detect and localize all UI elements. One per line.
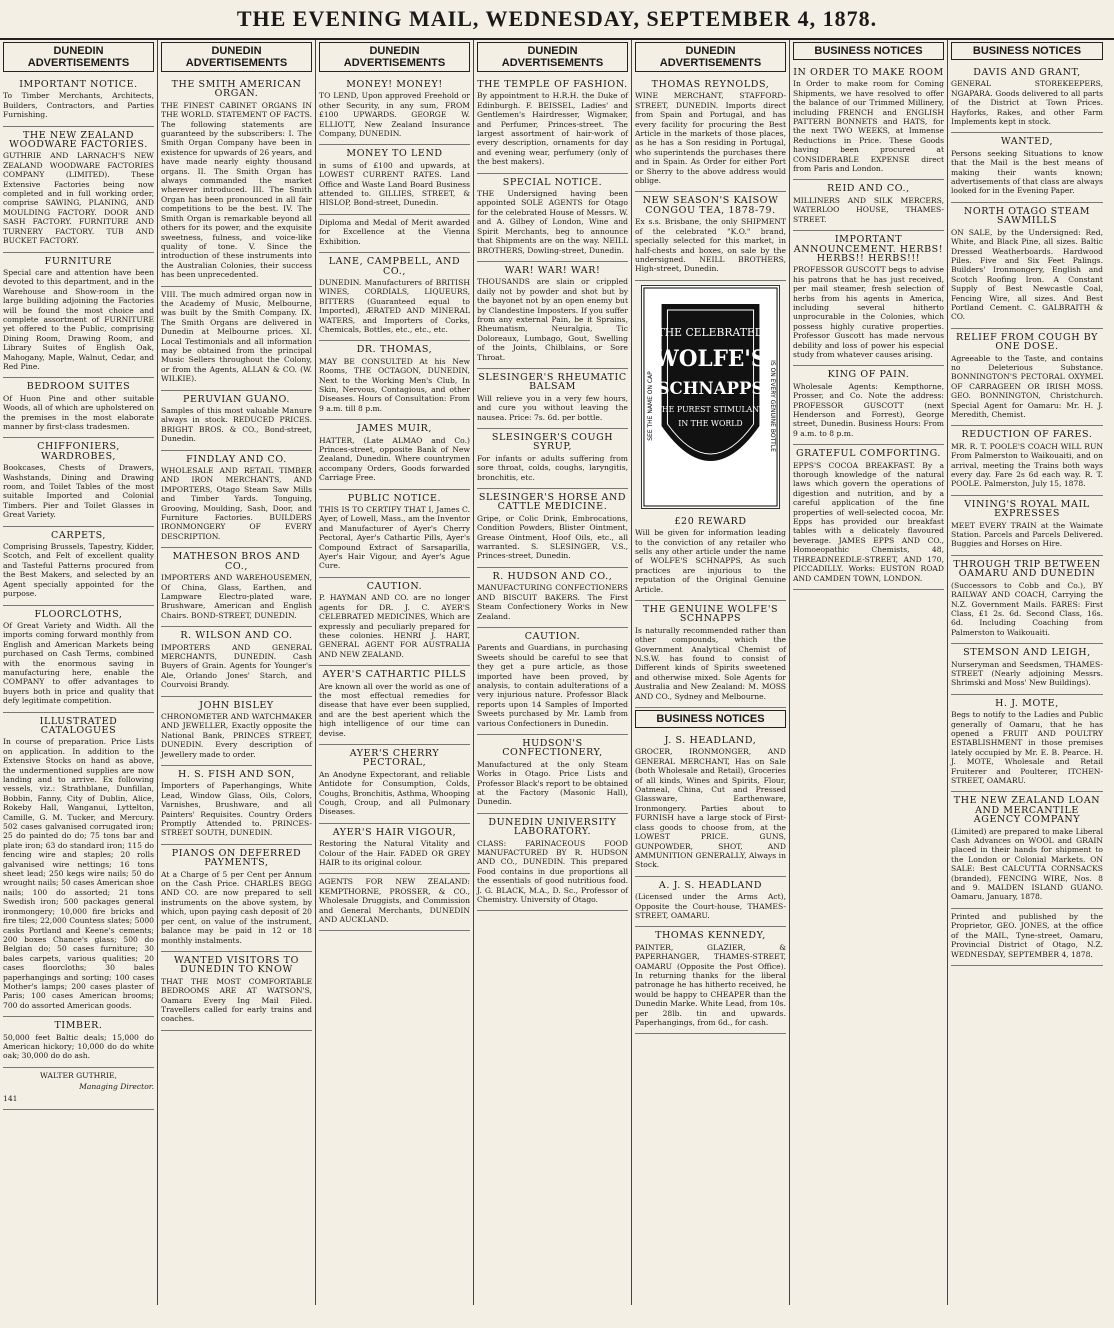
- imprint: [951, 909, 1103, 966]
- ad-title: AYER'S HAIR VIGOUR,: [332, 826, 457, 838]
- ad-title: SLESINGER'S COUGH SYRUP,: [491, 432, 614, 453]
- advertisement: [635, 513, 786, 601]
- ad-body: Nurseryman and Seedsmen, THAMES-STREET (Nearly adjoining Messrs. Shrimski and Moss' New Buildings).: [951, 659, 1103, 688]
- ad-title: DUNEDIN UNIVERSITY LABORATORY.: [488, 816, 617, 838]
- advertisement: [793, 366, 944, 445]
- ad-body: (Limited) are prepared to make Liberal Cash Advances on WOOL and GRAIN placed in their hands for shipment to the London or Colonial Markets. ON SALE: Best CALCUTTA CORNSACKS (branded), FENCING WIRE, Nos. 8 and 9. MALDEN ISLAND GUANO. Oamaru, January, 1878.: [951, 826, 1103, 902]
- ad-title: MONEY TO LEND: [346, 148, 443, 160]
- ad-body: VIII. The much admired organ now in the Academy of Music, Melbourne, was built by the Smith Company. IX. The Smith Organs are delivered in Dunedin at Melbourne prices. XI. Local Testimonials and all information may be obtained from the principal Music Sellers throughout the Colony, or from the Agents, ALLAN & CO. (W. WILKIE).: [161, 289, 312, 384]
- ad-title: CAUTION.: [366, 580, 423, 592]
- ad-body: WHOLESALE AND RETAIL TIMBER AND IRON MERCHANTS, AND IMPORTERS, Otago Steam Saw Mills and Timber Yards. Tonguing, Grooving, Moulding, Sash, Door, and Furniture Factories. BUILDERS IRONMONGERY OF EVERY DESCRIPTION.: [161, 466, 312, 541]
- advertisement: [3, 527, 154, 606]
- ad-body: (Successors to Cobb and Co.), BY RAILWAY AND COACH, Carrying the N.Z. Government Mails. FARES: First Class, £1 2s. 6d. Second Class, 16s. 6d. Including Coaching from Palmerston to Waikouaiti.: [951, 580, 1103, 637]
- advertisement: [3, 438, 154, 526]
- advertisement: [319, 76, 470, 145]
- advertisement: [477, 174, 628, 262]
- ad-title: NORTH OTAGO STEAM SAWMILLS: [963, 205, 1091, 227]
- ad-body: Is naturally recommended rather than other compounds, which the Government Analytical Chemist of N.S.W. has found to consist of Different kinds of Spirits sweetened and otherwise mixed. Sole Agents for Australia and New Zealand: M. MOSS AND CO., Sydney and Melbourne.: [635, 625, 786, 701]
- ad-body: An Anodyne Expectorant, and reliable Antidote for Consumption, Colds, Coughs, Bronchitis, Asthma, Whooping Cough, Croup, and all Pulmonary Diseases.: [319, 769, 470, 817]
- ad-body: Restoring the Natural Vitality and Colour of the Hair. FADED OR GREY HAIR to its original colour.: [319, 839, 470, 868]
- ad-body: Diploma and Medal of Merit awarded for Excellence at the Vienna Exhibition.: [319, 217, 470, 246]
- advertisement: [319, 490, 470, 578]
- ad-title: ILLUSTRATED CATALOGUES: [39, 715, 118, 736]
- advertisement: [951, 329, 1103, 427]
- ad-body: PROFESSOR GUSCOTT begs to advise his patrons that he has just received, per mail steamer, fresh selection of herbs from his agents in America, including several hitherto unprocurable in the Colonies, which possess highly curative properties. Professor Guscott has made nervous debility and loss of power his especial study from whatever causes arising.: [793, 265, 944, 359]
- advertisement: [319, 215, 470, 253]
- ad-body: Samples of this most valuable Manure always in stock. REDUCED PRICES. BRIGHT BROS. & CO., Bond-street, Dunedin.: [161, 406, 312, 444]
- ad-body: In course of preparation. Price Lists on application. In addition to the Extensive Stocks on hand as above, the undermentioned supplies are now landing and to arrive. Ex following vessels, viz.: Strathblane, Dunfillan, Bobbin, Fanny, City of Dublin, Alice, Rokeby Hall, Wanganui, Lyttelton, Camille, G. M. Tucker, and Mercury. 502 cases galvanised corrugated iron; 25 do painted do do; 75 tons bar and plate iron; 63 do standard iron; 115 do fencing wire and staples; 20 rolls galvanised wire nettings; 16 tons sheet lead; 250 kegs wire nails; 50 do wrought nails; 50 cases American shoe nails; 100 do assorted; 21 tons Swedish iron; 500 packages general ironmongery; 10,000 fire bricks and fire tiles; 22,000 Countess slates; 5000 casks Portland and Keene's cements; 200 boxes Chance's glass; 500 do Belgian do; 50 cases furniture; 30 bales carpets, various qualities; 20 cases floorcloths; 30 bales paperhangings and sorting; 100 cases Mother's lamps; 200 cases plaster of Paris; 100 cases American brooms; 700 do assorted American goods.: [3, 737, 154, 1010]
- signoff-number: 141: [3, 1093, 18, 1103]
- advertisement: [161, 627, 312, 696]
- ad-title: CAUTION.: [524, 630, 581, 642]
- advertisement: [951, 203, 1103, 329]
- ad-body: IMPORTERS AND GENERAL MERCHANTS, DUNEDIN. Cash Buyers of Grain. Agents for Younger's Ale, Orlando Jones' Starch, and Courvoisi Brandy.: [161, 642, 312, 690]
- label-line-4: THE PUREST STIMULANT: [656, 404, 765, 414]
- advertisement: [319, 824, 470, 875]
- ad-title: SPECIAL NOTICE.: [502, 176, 603, 188]
- advertisement: [951, 792, 1103, 908]
- ad-body: THIS IS TO CERTIFY THAT I, James C. Ayer, of Lowell, Mass., am the Inventor and Manufacturer of Ayer's Cherry Pectoral, Ayer's Cathartic Pills, Ayer's Compound Extract of Sarsaparilla, Ayer's Hair Vigour, and Ayer's Ague Cure.: [319, 505, 470, 571]
- ad-body: THOUSANDS are slain or crippled daily not by powder and shot but by the bayonet not by an open enemy but by Clandestine Imposters. If you suffer from any external Pain, be it Sprains, Rheumatism, Neuralgia, Tic Doloreaux, Lumbago, Gout, Swelling of the Joints, Chilblains, or Sore Throat.: [477, 277, 628, 362]
- ad-title: FINDLAY AND CO.: [186, 453, 287, 465]
- advertisement: [161, 391, 312, 451]
- advertisement: [793, 64, 944, 180]
- advertisement: [3, 253, 154, 379]
- ad-body: THAT THE MOST COMFORTABLE BEDROOMS ARE AT WATSON'S, Oamaru Every Ing Mail Filed. Travellers called for early trains and coaches.: [161, 976, 312, 1024]
- ad-body: CHRONOMETER AND WATCHMAKER AND JEWELLER, Exactly opposite the National Bank, PRINCES STREET, DUNEDIN. Every description of Jewellery made to order.: [161, 711, 312, 759]
- schnapps-shield-graphic: [642, 286, 779, 508]
- column-6: [790, 40, 948, 1305]
- ad-title: REDUCTION OF FARES.: [961, 429, 1093, 441]
- column-heading: DUNEDIN ADVERTISEMENTS: [319, 42, 470, 72]
- advertisement: [951, 556, 1103, 644]
- ad-body: By appointment to H.R.H. the Duke of Edinburgh. F. BEISSEL, Ladies' and Gentlemen's Hairdresser, Wigmaker, and Perfumer, Princes-street. The largest assortment of hair-work of every description, ornaments for day and evening wear, perfumery (only of the best makers).: [477, 91, 628, 167]
- ad-body: HATTER, (Late ALMAO and Co.) Princes-street, opposite Bank of New Zealand, Dunedin. Where countrymen accompany Orders, Goods forwarded Carriage Free.: [319, 435, 470, 483]
- ad-title: LANE, CAMPBELL, AND CO.,: [328, 256, 461, 277]
- ad-body: MR. R. T. POOLE'S COACH WILL RUN From Palmerston to Waikouaiti, and on arrival, meeting the Trains both ways every day. Fare 2s 6d each way. R. T. POOLE. Palmerston, July 15, 1878.: [951, 441, 1103, 489]
- ad-body: Parents and Guardians, in purchasing Sweets should be careful to see that they get a pure article, as those imported have been proved, by analysis, to contain adulterations of a very injurious nature. Professor Black reports upon 14 Samples of Imported Sweets purchased by Mr. Lamb from various Confectioners in Dunedin.: [477, 643, 628, 728]
- ad-body: Bookcases, Chests of Drawers, Washstands, Dining and Drawing room, and Toilet Tables of the most suitable Imported and Colonial Timbers. Pier and Toilet Glasses in Great Variety.: [3, 463, 154, 520]
- advertisement: [319, 253, 470, 341]
- ad-body: CLASS: FARINACEOUS FOOD MANUFACTURED BY R. HUDSON AND CO., DUNEDIN. This prepared Food contains in due proportions all the essentials of good nutritious food. J. G. BLACK, M.A., D. Sc., Professor of Chemistry. University of Otago.: [477, 838, 628, 905]
- ad-body: To Timber Merchants, Architects, Builders, Contractors, and Parties Furnishing.: [3, 91, 154, 120]
- ad-title: AYER'S CHERRY PECTORAL,: [349, 747, 440, 769]
- ad-title: R. WILSON AND CO.: [180, 630, 293, 642]
- advertisement: [319, 145, 470, 214]
- ad-list: [635, 732, 786, 1034]
- advertisement: [161, 287, 312, 391]
- advertisement: [635, 732, 786, 877]
- ad-title: WAR! WAR! WAR!: [504, 264, 601, 276]
- ad-title: THOMAS KENNEDY,: [655, 930, 766, 942]
- ad-title: THE GENUINE WOLFE'S SCHNAPPS: [642, 603, 779, 625]
- advertisement: [477, 76, 628, 174]
- ad-body: WINE MERCHANT, STAFFORD-STREET, DUNEDIN. Imports direct from Spain and Portugal, and has every facility for procuring the Best Article in the markets of those places, as he has a Son residing in Portugal, who superintends the purchases there and in Spain. As Order for either Port or Sherry to the above address would oblige.: [635, 91, 786, 186]
- advertisement: [3, 606, 154, 713]
- label-line-1: THE CELEBRATED: [657, 325, 764, 339]
- ad-list: [793, 64, 944, 590]
- ad-list: [161, 76, 312, 1031]
- advertisement: [477, 489, 628, 568]
- advertisement: [319, 578, 470, 666]
- ad-body: DUNEDIN. Manufacturers of BRITISH WINES, CORDIALS, LIQUEURS, BITTERS (Guaranteed equal to Imported), ÆRATED AND MINERAL WATERS, and Importers of Corks, Chemicals, Bottles, etc., etc., etc.: [319, 277, 470, 334]
- advertisement: [161, 845, 312, 952]
- ad-title: AYER'S CATHARTIC PILLS: [322, 669, 467, 681]
- advertisement: [477, 568, 628, 628]
- signoff-role: Managing Director.: [79, 1082, 154, 1092]
- advertisement: [477, 628, 628, 735]
- ad-body: PAINTER, GLAZIER, & PAPERHANGER, THAMES-STREET, OAMARU (Opposite the Post Office). In returning thanks for the liberal patronage he has hitherto received, he would be happy to CHEAPER than the Dunedin Marke. White Lead, from 10s. per 28lb. tin and upwards. Paperhangings, from 6d., for cash.: [635, 942, 786, 1027]
- advertisement: [161, 451, 312, 549]
- ad-list: [635, 513, 786, 708]
- ad-body: Are known all over the world as one of the most effectual remedies for disease that have ever been supplied, and are the best aperient which the high intelligence of our time can devise.: [319, 681, 470, 738]
- ad-title: IN ORDER TO MAKE ROOM: [793, 67, 944, 78]
- ad-body: in sums of £100 and upwards, at LOWEST CURRENT RATES. Land Office and Waste Land Board Business attended to. GILLIES, STREET, & HISLOP, Bond-street, Dunedin.: [319, 160, 470, 208]
- ad-title: NEW SEASON'S KAISOW CONGOU TEA, 1878-79.: [642, 195, 779, 216]
- advertisement: [477, 369, 628, 429]
- ad-body: Gripe, or Colic Drink, Embrocations, Condition Powders, Blister Ointment, Grease Ointment, Hoof Oils, etc., all warranted. S. SLESINGER, V.S., Princes-street, Dunedin.: [477, 513, 628, 561]
- ad-title: IMPORTANT ANNOUNCEMENT. HERBS! HERBS!! HERBS!!!: [793, 234, 944, 264]
- advertisement: [793, 180, 944, 231]
- ad-title: DAVIS AND GRANT,: [973, 67, 1081, 78]
- ad-body: Importers of Paperhangings, White Lead, Window Glass, Oils, Colors, Varnishes, Brushware, and all Painters' Requisites. Country Orders Promptly Attended to. PRINCES-STREET SOUTH, DUNEDIN.: [161, 781, 312, 838]
- ad-title: PERUVIAN GUANO.: [182, 393, 291, 405]
- ad-body: Persons seeking Situations to know that the Mail is the best means of making their wants known; advertisements of that class are always looked for in the Evening Paper.: [951, 148, 1104, 196]
- ad-body: TO LEND, Upon approved Freehold or other Security, in any sum, FROM £100 UPWARDS. GEORGE W. ELLIOTT, New Zealand Insurance Company, DUNEDIN.: [319, 91, 470, 139]
- ad-body: P. HAYMAN AND CO. are no longer agents for DR. J. C. AYER'S CELEBRATED MEDICINES, Which are expressly and peculiarly prepared for these colonies. HENRI J. HART, GENERAL AGENT FOR AUSTRALIA AND NEW ZEALAND.: [319, 593, 470, 659]
- ad-body: Manufactured at the only Steam Works in Otago. Price Lists and Professor Black's report to be obtained at the Factory (Masonic Hall), Dunedin.: [477, 759, 628, 807]
- advertisement: [477, 735, 628, 814]
- advertisement: [477, 262, 628, 369]
- ad-title: FLOORCLOTHS,: [34, 608, 123, 620]
- advertisement: [951, 496, 1103, 556]
- ad-body: Of Huon Pine and other suitable Woods, all of which are upholstered on the premises in the most elaborate manner by first-class tradesmen.: [3, 393, 154, 431]
- ad-body: MILLINERS AND SILK MERCERS, WATERLOO HOUSE, THAMES-STREET.: [793, 195, 944, 224]
- ad-body: AGENTS FOR NEW ZEALAND: KEMPTHORNE, PROSSER, & CO., Wholesale Druggists, and Commission and General Merchants, DUNEDIN AND AUCKLAND.: [319, 877, 470, 925]
- ad-body: THE Undersigned having been appointed SOLE AGENTS for Otago for the celebrated House of Messrs. W. and A. Gilbey of London, Wine and Spirit Merchants, beg to announce that Shipments are on the way. NEILL BROTHERS, Dowling-street, Dunedin.: [477, 189, 628, 255]
- advertisement: [3, 378, 154, 438]
- column-heading: DUNEDIN ADVERTISEMENTS: [3, 42, 154, 72]
- wolfes-schnapps-label: [641, 285, 780, 509]
- ad-body: Will be given for information leading to the conviction of any retailer who sells any other article under the name of WOLFE'S SCHNAPPS, As such practices are injurious to the reputation of the Original Genuine Article.: [635, 528, 786, 594]
- advertisement: [477, 429, 628, 489]
- ad-title: JOHN BISLEY: [199, 699, 274, 711]
- ad-title: JAMES MUIR,: [356, 423, 433, 435]
- ad-title: THE NEW ZEALAND LOAN AND MERCANTILE AGENCY COMPANY: [953, 795, 1101, 826]
- ad-title: THOMAS REYNOLDS,: [651, 79, 770, 90]
- side-text-left: SEE THE NAME ON CAP: [646, 370, 654, 441]
- label-line-2: WOLFE'S: [654, 346, 767, 372]
- ad-body: Ex s.s. Brisbane, the only SHIPMENT of the celebrated "K.O." brand, specially selected for this market, in half-chests and boxes, on sale by the undersigned. NEILL BROTHERS, High-street, Dunedin.: [635, 217, 786, 274]
- ad-title: CARPETS,: [51, 529, 106, 541]
- ad-body: For infants or adults suffering from sore throat, colds, coughs, laryngitis, bronchitis, etc.: [477, 453, 628, 482]
- ad-title: CHIFFONIERS, WARDROBES,: [37, 441, 120, 462]
- ad-title: REID AND CO.,: [827, 183, 910, 195]
- ad-title: MONEY! MONEY!: [346, 79, 443, 90]
- advertisement: [3, 76, 154, 127]
- advertisement: [319, 745, 470, 824]
- ad-body: GROCER, IRONMONGER, AND GENERAL MERCHANT, Has on Sale (both Wholesale and Retail), Groceries of all kinds, Wines and Spirits, Flour, Oatmeal, China, Cut and Pressed Glassware, Earthenware, Ironmongery. Parties about to FURNISH have a large stock of First-class goods to choose from, at the LOWEST PRICE. GUNS, GUNPOWDER, SHOT, AND AMMUNITION GENERALLY, Always in Stock.: [635, 747, 786, 870]
- masthead: [0, 0, 1114, 40]
- column-4: [474, 40, 632, 1305]
- ad-title: J. S. HEADLAND,: [664, 735, 757, 747]
- ad-body: Begs to notify to the Ladies and Public generally of Oamaru, that he has opened a FRUIT AND POULTRY ESTABLISHMENT in those premises lately occupied by Mr. E. B. Pearce. H. J. MOTE, Wholesale and Retail Fruiterer and Poulterer, ITCHEN-STREET, OAMARU.: [951, 710, 1103, 785]
- advertisement: [635, 76, 786, 192]
- ad-title: PUBLIC NOTICE.: [347, 492, 442, 504]
- advertisement: [3, 1017, 154, 1068]
- advertisement: [319, 420, 470, 489]
- ad-list: [635, 76, 786, 281]
- advertisement: [161, 548, 312, 627]
- ad-body: 50,000 feet Baltic deals; 15,000 do American hickory; 10,000 do do white oak; 30,000 do do ash.: [3, 1032, 154, 1061]
- ad-body: IMPORTERS AND WAREHOUSEMEN, Of China, Glass, Earthen, and Lampware Electro-plated ware, Brushware, American and English Chairs. BOND-STREET, DUNEDIN.: [161, 573, 312, 620]
- imprint-text: Printed and published by the Proprietor, GEO. JONES, at the office of the MAIL, Tyne-street, Oamaru, Provincial District of Otago, N.Z. WEDNESDAY, SEPTEMBER 4, 1878.: [951, 911, 1103, 959]
- ad-title: WANTED,: [1000, 136, 1054, 148]
- side-text-right: IS ON EVERY GENUINE BOTTLE: [769, 359, 777, 452]
- ad-title: R. HUDSON AND CO.,: [492, 570, 613, 582]
- ad-title: RELIEF FROM COUGH BY ONE DOSE.: [955, 331, 1099, 353]
- signoff: [3, 1068, 154, 1110]
- ad-body: At a Charge of 5 per Cent per Annum on the Cash Price. CHARLES BEGG AND CO. are now prepared to sell instruments on the above system, by which, upon paying cash deposit of 20 per cent, on value of the instrument, balance may be paid in 12 or 18 monthly instalments.: [161, 869, 312, 945]
- ad-title: GRATEFUL COMFORTING.: [795, 448, 942, 460]
- advertisement: [319, 874, 470, 931]
- label-line-5: IN THE WORLD: [678, 418, 743, 428]
- ad-body: Agreeable to the Taste, and contains no Deleterious Substance. BONNINGTON'S PECTORAL OXYMEL OF CARRAGEEN OR IRISH MOSS. GEO. BONNINGTON, Christchurch. Special Agent for Oamaru: Mr. H. J. Meredith, Chemist.: [951, 353, 1103, 419]
- ad-title: THE SMITH AMERICAN ORGAN.: [171, 79, 302, 100]
- advertisement: [161, 952, 312, 1031]
- ad-title: £20 REWARD: [674, 515, 747, 527]
- advertisement: [161, 697, 312, 766]
- column-heading: DUNEDIN ADVERTISEMENTS: [161, 42, 312, 72]
- signoff-name: WALTER GUTHRIE,: [40, 1070, 117, 1080]
- advertisement: [319, 341, 470, 420]
- advertisement: [635, 601, 786, 708]
- advertisement: [3, 127, 154, 253]
- advertisement: [951, 64, 1103, 133]
- ad-title: PIANOS ON DEFERRED PAYMENTS,: [171, 847, 302, 869]
- ad-title: BEDROOM SUITES: [26, 381, 131, 393]
- ad-body: (Licensed under the Arms Act), Opposite the Court-house, THAMES-STREET, OAMARU.: [635, 892, 786, 920]
- advertisement: [951, 426, 1103, 495]
- label-line-3: SCHNAPPS: [657, 377, 764, 398]
- ad-list: [951, 64, 1103, 909]
- column-heading: BUSINESS NOTICES: [793, 42, 944, 60]
- column-heading: DUNEDIN ADVERTISEMENTS: [635, 42, 786, 72]
- ad-title: A. J. S. HEADLAND: [658, 879, 763, 891]
- ad-title: FURNITURE: [44, 255, 113, 267]
- ad-body: THE FINEST CABINET ORGANS IN THE WORLD. STATEMENT OF FACTS. The following statements are guaranteed by the subscribers: I. The Smith Organ Company have been in existence for upwards of 26 years, and have made nearly eighty thousand organs. II. The Smith Organ has always commanded the market wherever introduced. III. The Smith Organ has been pronounced in all fair competitions to be the best. IV. The Smith Organ is remarkable beyond all others for its power, and the exquisite sweetness, fulness, and voice-like quality of tone. V. Since the introduction of these instruments into the Australian Colonies, their success has been unprecedented.: [161, 100, 312, 280]
- ad-title: IMPORTANT NOTICE.: [19, 79, 138, 90]
- columns: [0, 40, 1114, 1305]
- ad-title: TIMBER.: [54, 1020, 103, 1032]
- ad-title: THE NEW ZEALAND WOODWARE FACTORIES.: [9, 129, 148, 151]
- ad-title: THE TEMPLE OF FASHION.: [477, 79, 628, 90]
- ad-body: MEET EVERY TRAIN at the Waimate Station. Parcels and Parcels Delivered. Buggies and Horses on Hire.: [951, 520, 1103, 549]
- ad-body: Wholesale Agents: Kempthorne, Prosser, and Co. Note the address: PROFESSOR GUSCOTT (next Henderson and Forrest), George street, Dunedin. Business Hours: From 9 a.m. to 8 p.m.: [793, 381, 944, 438]
- ad-title: SLESINGER'S HORSE AND CATTLE MEDICINE.: [478, 492, 627, 513]
- ad-list: [477, 76, 628, 911]
- ad-title: SLESINGER'S RHEUMATIC BALSAM: [478, 371, 627, 393]
- ad-body: Comprising Brussels, Tapestry, Kidder, Scotch, and Felt of excellent quality and Tasteful Patterns procured from the Best Makers, and selected by an Agent specially appointed for the purpose.: [3, 542, 154, 599]
- column-5: [632, 40, 790, 1305]
- ad-body: MAY BE CONSULTED At his New Rooms, THE OCTAGON, DUNEDIN, Next to the Working Men's Club, In Skin, Nervous, Contagious, and other Diseases. Hours of Consultation: From 9 a.m. till 8 p.m.: [319, 356, 470, 413]
- ad-title: H. S. FISH AND SON,: [178, 769, 295, 780]
- ad-list: [319, 76, 470, 931]
- ad-body: Will relieve you in a very few hours, and cure you without leaving the nausea. Price: 7s. 6d. per bottle.: [477, 393, 628, 422]
- column-3: [316, 40, 474, 1305]
- advertisement: [477, 814, 628, 912]
- ad-title: H. J. MOTE,: [995, 697, 1059, 709]
- ad-body: MANUFACTURING CONFECTIONERS AND BISCUIT BAKERS. The First Steam Confectionery Works in New Zealand.: [477, 583, 628, 621]
- ad-list: [3, 76, 154, 1068]
- advertisement: [793, 445, 944, 590]
- ad-body: EPPS'S COCOA BREAKFAST. By a thorough knowledge of the natural laws which govern the operations of digestion and nutrition, and by a careful application of the fine properties of well-selected cocoa, Mr. Epps has provided our breakfast tables with a delicately flavoured beverage. JAMES EPPS AND CO., Homoeopathic Chemists, 48, THREADNEEDLE-STREET, AND 170, PICCADILLY. Works: EUSTON ROAD AND CAMDEN TOWN, LONDON.: [793, 460, 944, 583]
- ad-body: GUTHRIE AND LARNACH'S NEW ZEALAND WOODWARE FACTORIES COMPANY (LIMITED). These Extensive Factories being now completed and in full working order, comprise SAWING, PLANING, AND MOULDING FACTORY. DOOR AND SASH FACTORY. FURNITURE AND TURNERY FACTORY. TUB AND BUCKET FACTORY.: [3, 151, 154, 246]
- column-2: [158, 40, 316, 1305]
- ad-title: KING OF PAIN.: [827, 369, 910, 381]
- advertisement: [793, 231, 944, 366]
- ad-title: THROUGH TRIP BETWEEN OAMARU AND DUNEDIN: [953, 558, 1101, 580]
- column-heading: BUSINESS NOTICES: [635, 710, 786, 728]
- ad-title: DR. THOMAS,: [356, 344, 433, 356]
- advertisement: [319, 666, 470, 745]
- ad-title: HUDSON'S CONFECTIONERY,: [502, 737, 603, 759]
- column-1: [0, 40, 158, 1305]
- ad-body: Of Great Variety and Width. All the imports coming forward monthly from English and American Markets being purchased on Cash Terms, combined with the enormous saving in manufacturing here, enable the COMPANY to offer advantages to buyers both in price and quality that defy legitimate competition.: [3, 620, 154, 706]
- advertisement: [635, 192, 786, 280]
- advertisement: [951, 644, 1103, 695]
- advertisement: [635, 927, 786, 1034]
- advertisement: [3, 713, 154, 1018]
- masthead-title: THE EVENING MAIL, WEDNESDAY, SEPTEMBER 4, 1878.: [236, 6, 878, 31]
- ad-title: WANTED VISITORS TO DUNEDIN TO KNOW: [174, 954, 299, 976]
- ad-title: VINING'S ROYAL MAIL EXPRESSES: [964, 498, 1090, 520]
- advertisement: [635, 877, 786, 928]
- ad-body: Special care and attention have been devoted to this department, and in the Warehouse and Show-room in the large building adjoining the Factories will be found the most choice and complete assortment of FURNITURE yet offered to the Public, comprising Dining Room, Drawing Room, and Library Suites of English Oak, Mahogany, Maple, Walnut, Cedar, and Red Pine.: [3, 267, 154, 371]
- advertisement: [951, 133, 1103, 202]
- ad-body: ON SALE, by the Undersigned: Red, White, and Black Pine, all sizes. Baltic Dressed Weatherboards. Hardwood Piles. Five and Six Feet Palings. Builders' Ironmongery, English and Scotch Roofing Iron. A Constant Supply of Best Newcastle Coal, Fencing Wire, all sizes. And Best Portland Cement. C. GALBRAITH & CO.: [951, 227, 1103, 322]
- advertisement: [161, 766, 312, 845]
- column-7: [948, 40, 1106, 1305]
- column-heading: BUSINESS NOTICES: [951, 42, 1103, 60]
- ad-title: MATHESON BROS AND CO.,: [172, 551, 301, 572]
- ad-title: STEMSON AND LEIGH,: [963, 647, 1091, 659]
- advertisement: [951, 695, 1103, 793]
- advertisement: [161, 76, 312, 287]
- ad-body: GENERAL STOREKEEPERS, NGAPARA. Goods delivered to all parts of the District at Town Prices. Hayforks, Rakes, and other Farm Implements kept in stock.: [951, 79, 1103, 127]
- column-heading: DUNEDIN ADVERTISEMENTS: [477, 42, 628, 72]
- ad-body: In Order to make room for Coming Shipments, we have resolved to offer the balance of our Trimmed Millinery, including FRENCH and ENGLISH PATTERN BONNETS and HATS, for the next TWO WEEKS, at Immense Reductions in Price. These Goods having been procured at CONSIDERABLE EXPENSE direct from Paris and London.: [793, 79, 944, 174]
